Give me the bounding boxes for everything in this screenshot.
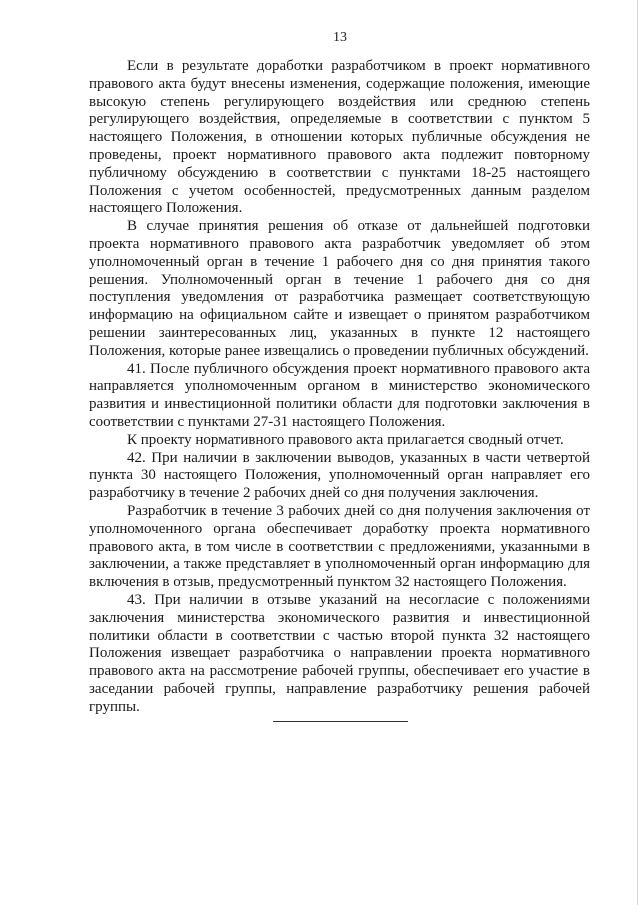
page-edge: [637, 0, 638, 905]
paragraph-summary-report: К проекту нормативного правового акта прилагается сводный отчет.: [127, 431, 564, 448]
paragraph-refusal-notice: В случае принятия решения об отказе от дальнейшей подготовки проекта нормативного правового акта разработчик уведомляет об этом уполномоченный орган в течение 1 рабочего дня со дня принятия такого решения. Уполномоченный орган в течение 1 рабочего дня со дня поступления уведомления от разработчика размещает соответствующую информацию на официальном сайте и извещает о принятом разработчиком решении заинтересованных лиц, указанных в пункте 12 настоящего Положения, которые ранее извещались о проведении публичных обсуждений.: [89, 218, 590, 359]
paragraph-item-41: 41. После публичного обсуждения проект нормативного правового акта направляется уполномоченным органом в министерство экономического развития и инвестиционной политики области для подготовки заключения в соответствии с пунктами 27-31 настоящего Положения.: [89, 360, 590, 430]
paragraph-developer-revision: Разработчик в течение 3 рабочих дней со дня получения заключения от уполномоченного органа обеспечивает доработку проекта нормативного правового акта, в том числе в соответствии с предложениями, указанными в заключении, а также представляет в уполномоченный орган информацию для включения в отзыв, предусмотренный пунктом 32 настоящего Положения.: [89, 502, 590, 591]
page-number: 13: [333, 30, 347, 45]
paragraph-resubmission: Если в результате доработки разработчиком в проект нормативного правового акта будут внесены изменения, содержащие положения, имеющие высокую степень регулирующего воздействия или среднюю степень регулирующего воздействия, определяемые в соответствии с пунктом 5 настоящего Положения, в отношении которых публичные обсуждения не проведены, проект нормативного правового акта подлежит повторному публичному обсуждению в соответствии с пунктами 18-25 настоящего Положения с учетом особенностей, предусмотренных данным разделом настоящего Положения.: [89, 58, 590, 217]
document-body: [89, 58, 590, 716]
end-rule-divider: [273, 721, 408, 722]
paragraph-item-43: 43. При наличии в отзыве указаний на несогласие с положениями заключения министерства экономического развития и инвестиционной политики области в соответствии с частью второй пункта 32 настоящего Положения извещает разработчика о направлении проекта нормативного правового акта на рассмотрение рабочей группы, обеспечивает его участие в заседании рабочей группы, направление разработчику решения рабочей группы.: [89, 591, 590, 715]
paragraph-item-42: 42. При наличии в заключении выводов, указанных в части четвертой пункта 30 настоящего Положения, уполномоченный орган направляет его разработчику в течение 2 рабочих дней со дня получения заключения.: [89, 449, 590, 502]
